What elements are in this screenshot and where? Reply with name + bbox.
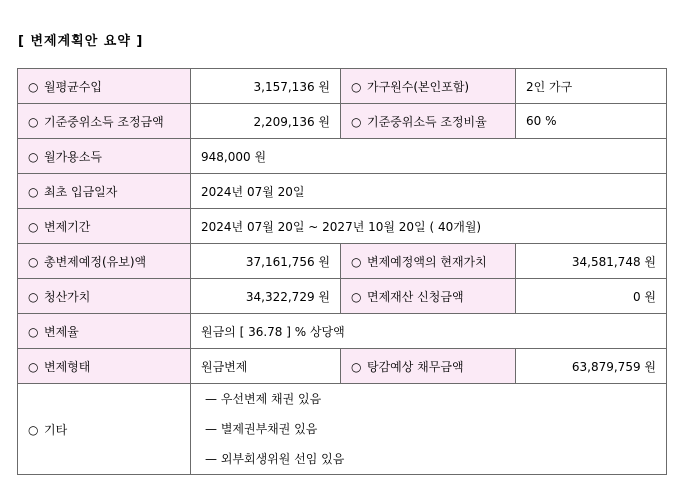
label-present-value	[341, 244, 516, 279]
label-text: 가구원수(본인포함)	[367, 79, 470, 94]
list-item: — 우선변제 채권 있음	[205, 392, 322, 406]
label-text: 기준중위소득 조정금액	[44, 114, 164, 129]
bullet-icon: ○	[351, 254, 362, 269]
bullet-icon: ○	[28, 289, 39, 304]
label-expected-discharge	[341, 349, 516, 384]
value-repayment-period: 2024년 07월 20일 ~ 2027년 10월 20일 ( 40개월)	[191, 209, 667, 244]
bullet-icon: ○	[28, 324, 39, 339]
label-total-planned-repayment	[18, 244, 191, 279]
label-median-income-adjusted	[18, 104, 191, 139]
bullet-icon: ○	[351, 289, 362, 304]
value-median-income-adjusted: 2,209,136 원	[191, 104, 341, 139]
label-repayment-period	[18, 209, 191, 244]
bullet-icon: ○	[28, 79, 39, 94]
value-monthly-income: 3,157,136 원	[191, 69, 341, 104]
value-repayment-type: 원금변제	[191, 349, 341, 384]
label-repayment-rate	[18, 314, 191, 349]
bullet-icon: ○	[28, 422, 39, 437]
label-text: 기준중위소득 조정비율	[367, 114, 487, 129]
table-row	[18, 69, 667, 104]
bullet-icon: ○	[28, 359, 39, 374]
bullet-icon: ○	[28, 219, 39, 234]
table-row	[18, 279, 667, 314]
bullet-icon: ○	[351, 114, 362, 129]
bullet-icon: ○	[28, 254, 39, 269]
value-liquidation-value: 34,322,729 원	[191, 279, 341, 314]
label-text: 월가용소득	[44, 149, 102, 164]
label-first-payment-date	[18, 174, 191, 209]
label-text: 탕감예상 채무금액	[367, 359, 464, 374]
value-repayment-rate: 원금의 [ 36.78 ] % 상당액	[191, 314, 667, 349]
bullet-icon: ○	[28, 184, 39, 199]
label-liquidation-value	[18, 279, 191, 314]
table-row	[18, 174, 667, 209]
bullet-icon: ○	[28, 114, 39, 129]
bullet-icon: ○	[351, 79, 362, 94]
label-text: 변제예정액의 현재가치	[367, 254, 487, 269]
table-row	[18, 209, 667, 244]
table-row	[18, 104, 667, 139]
label-text: 총변제예정(유보)액	[44, 254, 147, 269]
table-row	[18, 244, 667, 279]
list-item: — 외부회생위원 선임 있음	[205, 452, 345, 466]
label-household-size	[341, 69, 516, 104]
bullet-icon: ○	[28, 149, 39, 164]
value-total-planned-repayment: 37,161,756 원	[191, 244, 341, 279]
list-item: — 별제권부채권 있음	[205, 422, 318, 436]
value-exempt-property: 0 원	[516, 279, 667, 314]
value-present-value: 34,581,748 원	[516, 244, 667, 279]
value-disposable-income: 948,000 원	[191, 139, 667, 174]
table-row	[18, 349, 667, 384]
label-text: 변제율	[44, 324, 79, 339]
label-repayment-type	[18, 349, 191, 384]
label-other	[18, 384, 191, 475]
value-expected-discharge: 63,879,759 원	[516, 349, 667, 384]
table-row	[18, 384, 667, 475]
label-monthly-income	[18, 69, 191, 104]
label-text: 청산가치	[44, 289, 91, 304]
repayment-summary-table	[17, 68, 667, 475]
table-row	[18, 139, 667, 174]
value-household-size: 2인 가구	[516, 69, 667, 104]
label-text: 면제재산 신청금액	[367, 289, 464, 304]
table-row	[18, 314, 667, 349]
bullet-icon: ○	[351, 359, 362, 374]
label-text: 기타	[44, 422, 68, 437]
label-median-income-ratio	[341, 104, 516, 139]
label-text: 최초 입금일자	[44, 184, 118, 199]
value-first-payment-date: 2024년 07월 20일	[191, 174, 667, 209]
value-median-income-ratio: 60 %	[516, 104, 667, 139]
page-title: [ 변제계획안 요약 ]	[18, 34, 144, 49]
label-text: 변제형태	[44, 359, 91, 374]
label-exempt-property	[341, 279, 516, 314]
value-other	[191, 384, 667, 475]
label-text: 변제기간	[44, 219, 91, 234]
label-text: 월평균수입	[44, 79, 102, 94]
label-disposable-income	[18, 139, 191, 174]
